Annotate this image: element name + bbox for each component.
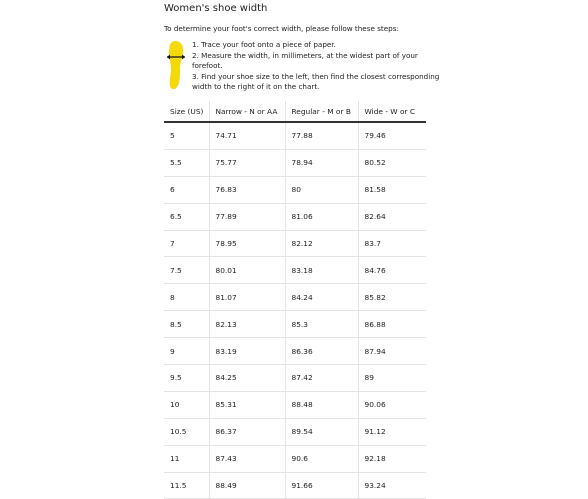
cell-regular: 87.42: [285, 365, 358, 392]
header-wide: Wide - W or C: [358, 101, 426, 122]
step-line: width to the right of it on the chart.: [192, 82, 320, 92]
cell-regular: 83.18: [285, 257, 358, 284]
cell-narrow: 77.89: [209, 203, 285, 230]
cell-narrow: 84.25: [209, 365, 285, 392]
cell-regular: 80: [285, 176, 358, 203]
step-line: 3. Find your shoe size to the left, then find the closest corresponding: [192, 71, 440, 81]
cell-regular: 88.48: [285, 391, 358, 418]
cell-wide: 89: [358, 365, 426, 392]
table-row: [164, 418, 426, 445]
cell-size: 5.5: [164, 149, 209, 176]
cell-regular: 86.36: [285, 338, 358, 365]
cell-regular: 90.6: [285, 445, 358, 472]
cell-regular: 91.66: [285, 472, 358, 499]
cell-wide: 86.88: [358, 311, 426, 338]
step-line: 1. Trace your foot onto a piece of paper.: [192, 40, 336, 49]
cell-size: 11.5: [164, 472, 209, 499]
cell-narrow: 74.71: [209, 122, 285, 149]
cell-narrow: 76.83: [209, 176, 285, 203]
page-title: Women's shoe width: [164, 3, 268, 14]
cell-size: 5: [164, 122, 209, 149]
cell-regular: 78.94: [285, 149, 358, 176]
cell-narrow: 87.43: [209, 445, 285, 472]
cell-narrow: 88.49: [209, 472, 285, 499]
cell-regular: 82.12: [285, 230, 358, 257]
cell-wide: 87.94: [358, 338, 426, 365]
table-row: [164, 122, 426, 149]
cell-size: 8.5: [164, 311, 209, 338]
cell-size: 9.5: [164, 365, 209, 392]
cell-regular: 84.24: [285, 284, 358, 311]
cell-size: 6: [164, 176, 209, 203]
cell-narrow: 75.77: [209, 149, 285, 176]
cell-wide: 92.18: [358, 445, 426, 472]
cell-size: 6.5: [164, 203, 209, 230]
table-row: [164, 176, 426, 203]
cell-wide: 90.06: [358, 391, 426, 418]
cell-size: 10.5: [164, 418, 209, 445]
cell-wide: 85.82: [358, 284, 426, 311]
cell-wide: 83.7: [358, 230, 426, 257]
cell-regular: 89.54: [285, 418, 358, 445]
cell-narrow: 81.07: [209, 284, 285, 311]
cell-narrow: 80.01: [209, 257, 285, 284]
cell-size: 8: [164, 284, 209, 311]
table-row: [164, 284, 426, 311]
cell-size: 10: [164, 391, 209, 418]
cell-narrow: 85.31: [209, 391, 285, 418]
table-row: [164, 391, 426, 418]
size-width-table: [164, 101, 426, 499]
cell-narrow: 83.19: [209, 338, 285, 365]
table-row: [164, 365, 426, 392]
cell-wide: 91.12: [358, 418, 426, 445]
cell-regular: 85.3: [285, 311, 358, 338]
header-size: Size (US): [164, 101, 209, 122]
table-row: [164, 257, 426, 284]
table-row: [164, 149, 426, 176]
table-row: [164, 230, 426, 257]
table-row: [164, 472, 426, 499]
table-row: [164, 311, 426, 338]
foot-width-icon: [166, 40, 186, 90]
cell-size: 7: [164, 230, 209, 257]
cell-wide: 84.76: [358, 257, 426, 284]
table-row: [164, 338, 426, 365]
header-narrow: Narrow - N or AA: [209, 101, 285, 122]
cell-size: 7.5: [164, 257, 209, 284]
instructions: [164, 40, 440, 92]
cell-size: 9: [164, 338, 209, 365]
step-line: 2. Measure the width, in millimeters, at the widest part of your: [192, 50, 418, 60]
cell-regular: 77.88: [285, 122, 358, 149]
cell-wide: 79.46: [358, 122, 426, 149]
header-regular: Regular - M or B: [285, 101, 358, 122]
step-line: forefoot.: [192, 61, 223, 71]
table-row: [164, 203, 426, 230]
intro-text: To determine your foot's correct width, please follow these steps:: [164, 24, 399, 33]
cell-wide: 80.52: [358, 149, 426, 176]
table-header-row: [164, 101, 426, 122]
steps-list: [192, 40, 440, 93]
cell-wide: 81.58: [358, 176, 426, 203]
cell-narrow: 86.37: [209, 418, 285, 445]
cell-narrow: 82.13: [209, 311, 285, 338]
cell-size: 11: [164, 445, 209, 472]
cell-wide: 93.24: [358, 472, 426, 499]
cell-wide: 82.64: [358, 203, 426, 230]
cell-narrow: 78.95: [209, 230, 285, 257]
table-row: [164, 445, 426, 472]
cell-regular: 81.06: [285, 203, 358, 230]
